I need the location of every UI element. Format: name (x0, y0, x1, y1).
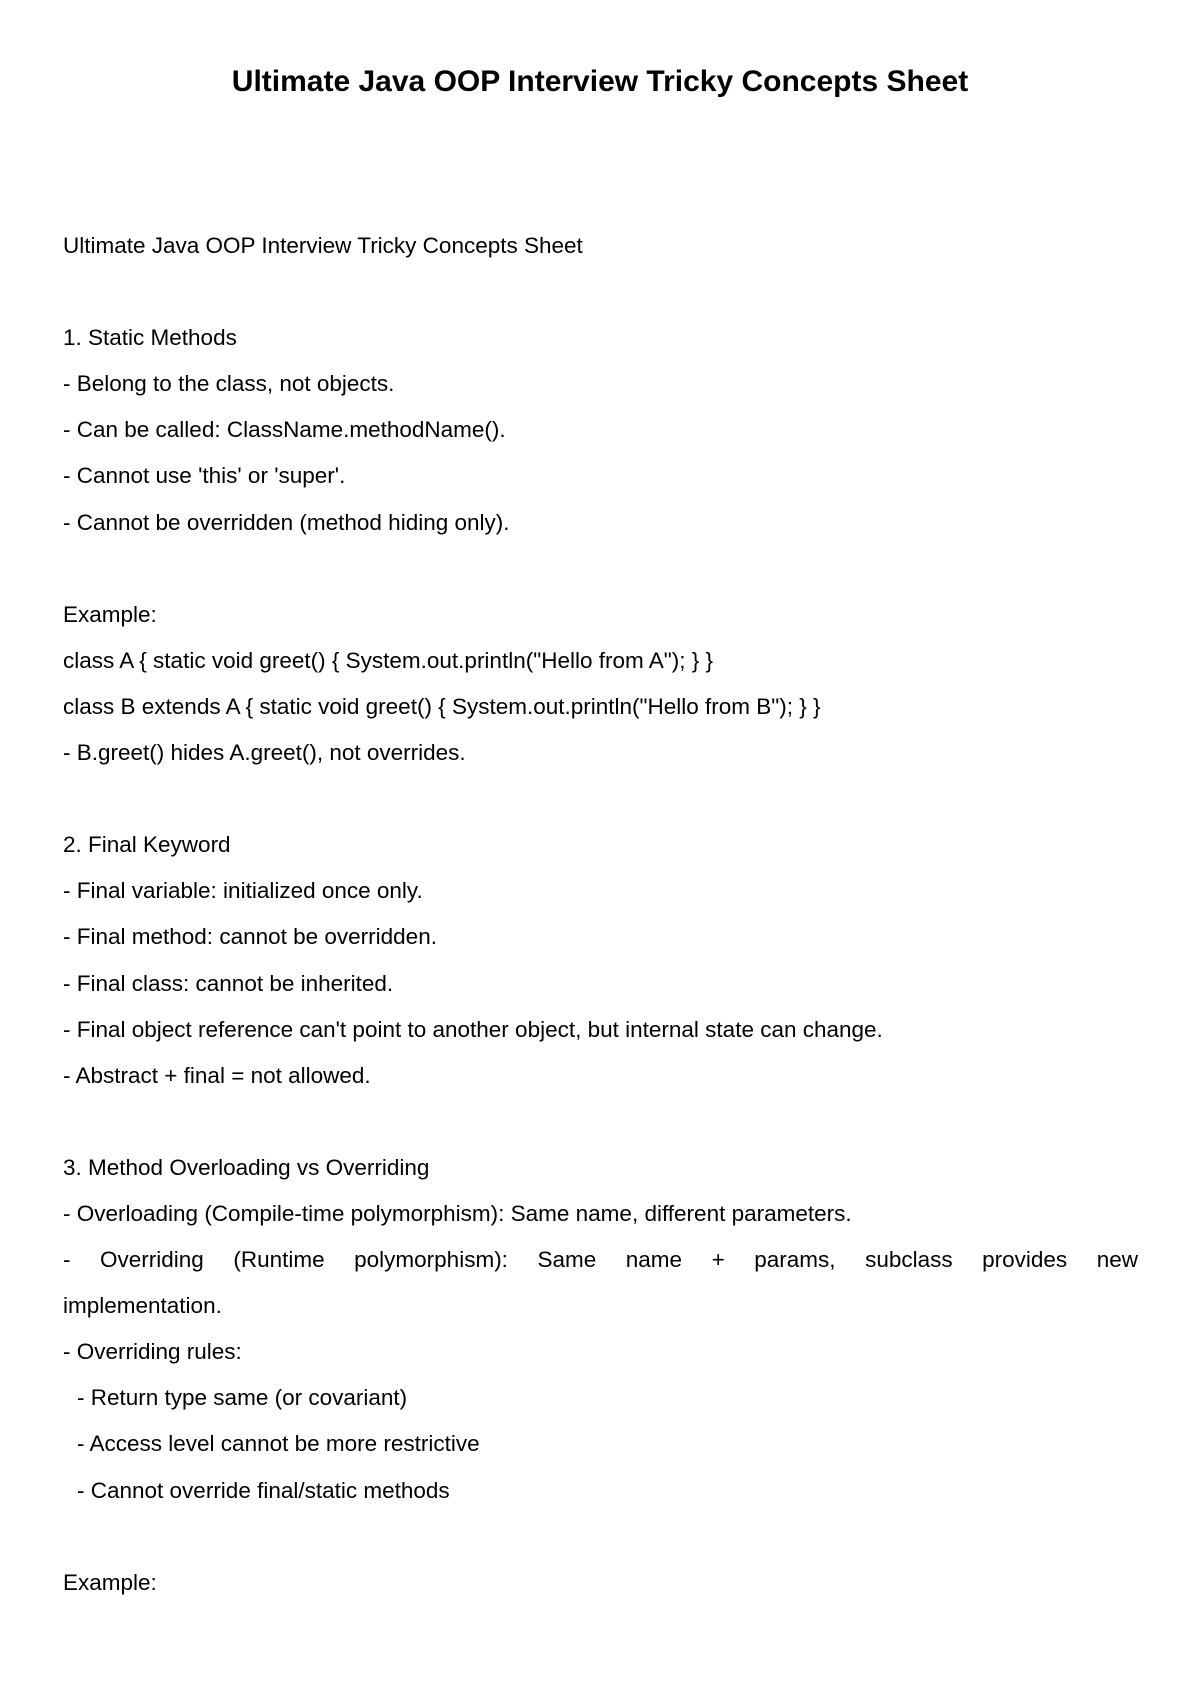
list-item-continuation: implementation. (63, 1293, 222, 1319)
rule-item: - Access level cannot be more restrictive (77, 1431, 480, 1457)
list-item: - Final variable: initialized once only. (63, 878, 423, 904)
rule-item: - Return type same (or covariant) (77, 1385, 408, 1411)
spacer (63, 1514, 1138, 1560)
example-label: Example: (63, 1569, 157, 1595)
list-item: - Final method: cannot be overridden. (63, 924, 437, 950)
spacer (63, 269, 1138, 315)
intro-title: Ultimate Java OOP Interview Tricky Concepts Sheet (63, 233, 583, 258)
code-line: class B extends A { static void greet() { System.out.println("Hello from B"); } } (63, 693, 821, 719)
example-label: Example: (63, 601, 157, 627)
list-item: - Overloading (Compile-time polymorphism): Same name, different parameters. (63, 1200, 852, 1226)
list-item: - Belong to the class, not objects. (63, 371, 395, 397)
code-line: class A { static void greet() { System.out.println("Hello from A"); } } (63, 647, 713, 673)
section-heading-static-methods: 1. Static Methods (63, 325, 237, 351)
list-item: - Cannot be overridden (method hiding only). (63, 509, 510, 535)
rule-item: - Cannot override final/static methods (77, 1477, 450, 1503)
list-item: - Abstract + final = not allowed. (63, 1062, 371, 1088)
document-body (63, 223, 1138, 1606)
list-item: - Can be called: ClassName.methodName(). (63, 417, 506, 443)
list-item-justified: - Overriding (Runtime polymorphism): Same name + params, subclass provides new (63, 1247, 1138, 1273)
spacer (63, 546, 1138, 592)
rules-label: - Overriding rules: (63, 1339, 242, 1365)
list-item: - Final object reference can't point to another object, but internal state can change. (63, 1016, 883, 1042)
spacer (63, 776, 1138, 822)
document-title: Ultimate Java OOP Interview Tricky Concepts Sheet (231, 65, 969, 98)
spacer (63, 1099, 1138, 1145)
section-heading-overloading-overriding: 3. Method Overloading vs Overriding (63, 1154, 430, 1180)
section-heading-final-keyword: 2. Final Keyword (63, 832, 231, 858)
example-note: - B.greet() hides A.greet(), not overrides. (63, 740, 466, 766)
list-item: - Cannot use 'this' or 'super'. (63, 463, 346, 489)
list-item: - Final class: cannot be inherited. (63, 970, 394, 996)
